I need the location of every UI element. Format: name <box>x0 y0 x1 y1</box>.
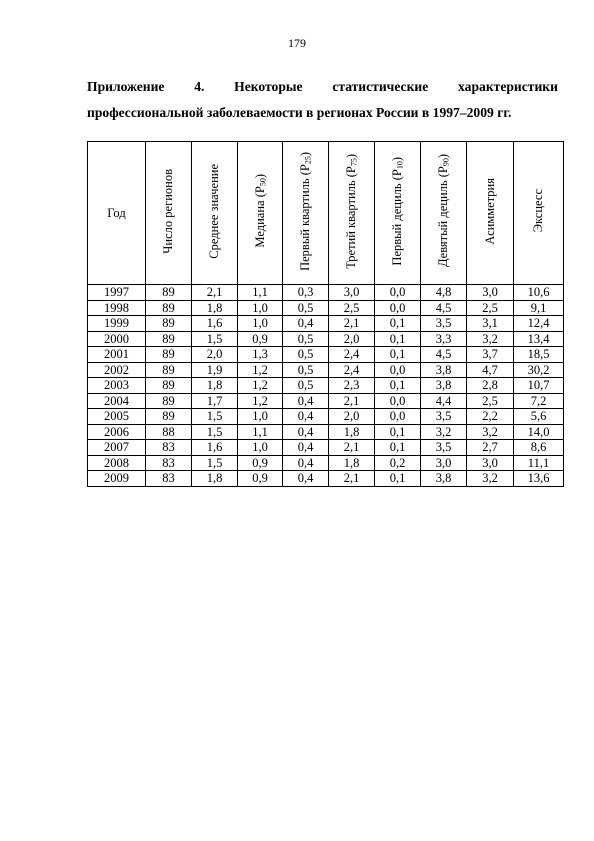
table-row <box>88 455 564 471</box>
table-row <box>88 347 564 363</box>
title-word: 4. <box>194 79 205 94</box>
table-row <box>88 424 564 440</box>
table-cell: 0,1 <box>375 331 421 347</box>
table-cell: 89 <box>146 378 192 394</box>
table-cell: 4,5 <box>421 300 467 316</box>
table-cell: 14,0 <box>514 424 564 440</box>
header-suffix: ) <box>390 156 404 161</box>
table-cell: 2,5 <box>467 300 514 316</box>
table-cell: 3,5 <box>421 316 467 332</box>
table-cell: 2009 <box>88 471 146 487</box>
header-label: Число регионов <box>161 168 175 254</box>
table-cell: 0,5 <box>283 300 329 316</box>
header-suffix: ) <box>344 153 358 158</box>
table-cell: 2,7 <box>467 440 514 456</box>
header-suffix: ) <box>252 174 267 179</box>
table-cell: 1,1 <box>238 285 283 301</box>
table-cell: 2,3 <box>329 378 375 394</box>
table-cell: 3,8 <box>421 378 467 394</box>
header-label: Третий квартиль (P <box>344 165 358 269</box>
table-row <box>88 362 564 378</box>
table-cell: 0,1 <box>375 471 421 487</box>
table-cell: 0,9 <box>238 471 283 487</box>
table-cell: 2,1 <box>329 316 375 332</box>
table-cell: 9,1 <box>514 300 564 316</box>
table-cell: 4,8 <box>421 285 467 301</box>
table-cell: 2,4 <box>329 362 375 378</box>
table-cell: 3,2 <box>467 331 514 347</box>
header-row <box>88 142 564 285</box>
title-word: статистические <box>332 79 429 94</box>
table-cell: 0,3 <box>283 285 329 301</box>
table-cell: 3,0 <box>421 455 467 471</box>
table-cell: 1,2 <box>238 362 283 378</box>
table-cell: 4,7 <box>467 362 514 378</box>
table-cell: 0,4 <box>283 471 329 487</box>
table-cell: 0,4 <box>283 409 329 425</box>
table-cell: 2007 <box>88 440 146 456</box>
table-cell: 2,1 <box>329 471 375 487</box>
table-cell: 0,9 <box>238 331 283 347</box>
table-cell: 3,8 <box>421 362 467 378</box>
table-cell: 1998 <box>88 300 146 316</box>
header-regions-count <box>146 142 192 285</box>
table-cell: 1,0 <box>238 300 283 316</box>
table-cell: 0,2 <box>375 455 421 471</box>
header-label: Медиана (P <box>252 186 267 248</box>
table-cell: 1997 <box>88 285 146 301</box>
header-first-decile <box>375 142 421 285</box>
table-cell: 2,4 <box>329 347 375 363</box>
table-cell: 3,0 <box>329 285 375 301</box>
table-cell: 1,0 <box>238 409 283 425</box>
table-cell: 11,1 <box>514 455 564 471</box>
table-cell: 12,4 <box>514 316 564 332</box>
table-cell: 1,8 <box>192 300 238 316</box>
table-row <box>88 440 564 456</box>
table-cell: 0,1 <box>375 440 421 456</box>
header-excess <box>514 142 564 285</box>
table-row <box>88 378 564 394</box>
header-label: Асимметрия <box>482 177 497 245</box>
table-cell: 3,5 <box>421 409 467 425</box>
table-cell: 83 <box>146 471 192 487</box>
table-cell: 0,1 <box>375 316 421 332</box>
table-cell: 0,1 <box>375 424 421 440</box>
table-cell: 1,2 <box>238 378 283 394</box>
table-cell: 0,0 <box>375 300 421 316</box>
header-label: Год <box>107 205 126 220</box>
table-cell: 13,6 <box>514 471 564 487</box>
header-label: Среднее значение <box>207 163 221 259</box>
table-cell: 10,6 <box>514 285 564 301</box>
title-word: Приложение <box>87 79 165 94</box>
table-cell: 0,4 <box>283 440 329 456</box>
table-cell: 1,6 <box>192 316 238 332</box>
table-cell: 0,0 <box>375 393 421 409</box>
table-cell: 2,1 <box>192 285 238 301</box>
table-row <box>88 331 564 347</box>
table-cell: 2,2 <box>467 409 514 425</box>
table-cell: 2000 <box>88 331 146 347</box>
table-cell: 0,4 <box>283 393 329 409</box>
table-cell: 1,3 <box>238 347 283 363</box>
table-cell: 0,5 <box>283 331 329 347</box>
table-cell: 1,7 <box>192 393 238 409</box>
table-cell: 89 <box>146 316 192 332</box>
table-cell: 1999 <box>88 316 146 332</box>
table-cell: 2,5 <box>467 393 514 409</box>
header-asymmetry <box>467 142 514 285</box>
title-line-2: профессиональной заболеваемости в регионах России в 1997–2009 гг. <box>87 105 512 120</box>
table-cell: 7,2 <box>514 393 564 409</box>
table-cell: 3,5 <box>421 440 467 456</box>
table-cell: 0,0 <box>375 409 421 425</box>
header-ninth-decile <box>421 142 467 285</box>
table-body <box>88 285 564 487</box>
table-cell: 3,0 <box>467 455 514 471</box>
header-median <box>238 142 283 285</box>
table-cell: 2,5 <box>329 300 375 316</box>
header-subscript: 10 <box>395 160 405 169</box>
table-cell: 1,1 <box>238 424 283 440</box>
table-cell: 2,0 <box>329 331 375 347</box>
table-cell: 1,5 <box>192 455 238 471</box>
table-cell: 0,4 <box>283 455 329 471</box>
table-cell: 2,1 <box>329 393 375 409</box>
header-label: Девятый дециль (P <box>436 166 450 268</box>
header-subscript: 25 <box>303 155 313 164</box>
header-suffix: ) <box>436 154 450 159</box>
table-cell: 89 <box>146 362 192 378</box>
table-cell: 89 <box>146 393 192 409</box>
header-subscript: 90 <box>441 158 451 167</box>
table-cell: 89 <box>146 347 192 363</box>
title-word: характеристики <box>458 79 558 94</box>
table-cell: 2005 <box>88 409 146 425</box>
table-cell: 2002 <box>88 362 146 378</box>
table-cell: 0,1 <box>375 378 421 394</box>
table-cell: 1,8 <box>192 378 238 394</box>
table-cell: 2001 <box>88 347 146 363</box>
table-cell: 18,5 <box>514 347 564 363</box>
table-cell: 1,5 <box>192 424 238 440</box>
table-cell: 1,6 <box>192 440 238 456</box>
table-cell: 0,0 <box>375 362 421 378</box>
table-cell: 0,4 <box>283 316 329 332</box>
table-cell: 0,0 <box>375 285 421 301</box>
table-cell: 0,5 <box>283 362 329 378</box>
table-cell: 1,0 <box>238 440 283 456</box>
table-cell: 4,5 <box>421 347 467 363</box>
table-row <box>88 316 564 332</box>
header-label: Эксцесс <box>531 189 545 233</box>
table-cell: 3,8 <box>421 471 467 487</box>
table-cell: 8,6 <box>514 440 564 456</box>
table-cell: 1,5 <box>192 331 238 347</box>
header-first-quartile <box>283 142 329 285</box>
table-row <box>88 393 564 409</box>
table-cell: 88 <box>146 424 192 440</box>
header-subscript: 75 <box>349 157 359 166</box>
table-row <box>88 300 564 316</box>
table-row <box>88 471 564 487</box>
table-cell: 0,4 <box>283 424 329 440</box>
table-cell: 4,4 <box>421 393 467 409</box>
header-suffix: ) <box>298 151 312 156</box>
table-cell: 3,2 <box>421 424 467 440</box>
table-cell: 30,2 <box>514 362 564 378</box>
table-cell: 10,7 <box>514 378 564 394</box>
table-cell: 0,1 <box>375 347 421 363</box>
table-cell: 89 <box>146 285 192 301</box>
table-cell: 1,8 <box>329 424 375 440</box>
table-cell: 2,1 <box>329 440 375 456</box>
title-word: Некоторые <box>234 79 303 94</box>
table-cell: 1,9 <box>192 362 238 378</box>
table-row <box>88 409 564 425</box>
table-cell: 0,5 <box>283 347 329 363</box>
table-cell: 0,9 <box>238 455 283 471</box>
table-cell: 2003 <box>88 378 146 394</box>
table-cell: 2004 <box>88 393 146 409</box>
table-cell: 2,8 <box>467 378 514 394</box>
title-line-1 <box>87 77 558 97</box>
table-cell: 1,8 <box>329 455 375 471</box>
table-cell: 3,0 <box>467 285 514 301</box>
table-cell: 5,6 <box>514 409 564 425</box>
table-cell: 89 <box>146 331 192 347</box>
table-cell: 2006 <box>88 424 146 440</box>
table-cell: 13,4 <box>514 331 564 347</box>
table-row <box>88 285 564 301</box>
table-cell: 2,0 <box>329 409 375 425</box>
table-cell: 2,0 <box>192 347 238 363</box>
header-third-quartile <box>329 142 375 285</box>
table-cell: 89 <box>146 300 192 316</box>
header-year <box>88 142 146 285</box>
table-cell: 3,2 <box>467 424 514 440</box>
table-cell: 1,8 <box>192 471 238 487</box>
table-cell: 3,7 <box>467 347 514 363</box>
table-cell: 0,5 <box>283 378 329 394</box>
table-cell: 1,5 <box>192 409 238 425</box>
table-cell: 83 <box>146 455 192 471</box>
table-cell: 89 <box>146 409 192 425</box>
header-label: Первый квартиль (P <box>298 163 312 271</box>
page-number: 179 <box>288 36 306 50</box>
statistics-table <box>87 141 564 487</box>
table-cell: 3,2 <box>467 471 514 487</box>
table-cell: 2008 <box>88 455 146 471</box>
table-cell: 1,0 <box>238 316 283 332</box>
header-mean <box>192 142 238 285</box>
header-subscript: 50 <box>258 178 267 187</box>
table-cell: 3,1 <box>467 316 514 332</box>
header-label: Первый дециль (P <box>390 168 404 266</box>
table-cell: 3,3 <box>421 331 467 347</box>
table-cell: 83 <box>146 440 192 456</box>
table-cell: 1,2 <box>238 393 283 409</box>
